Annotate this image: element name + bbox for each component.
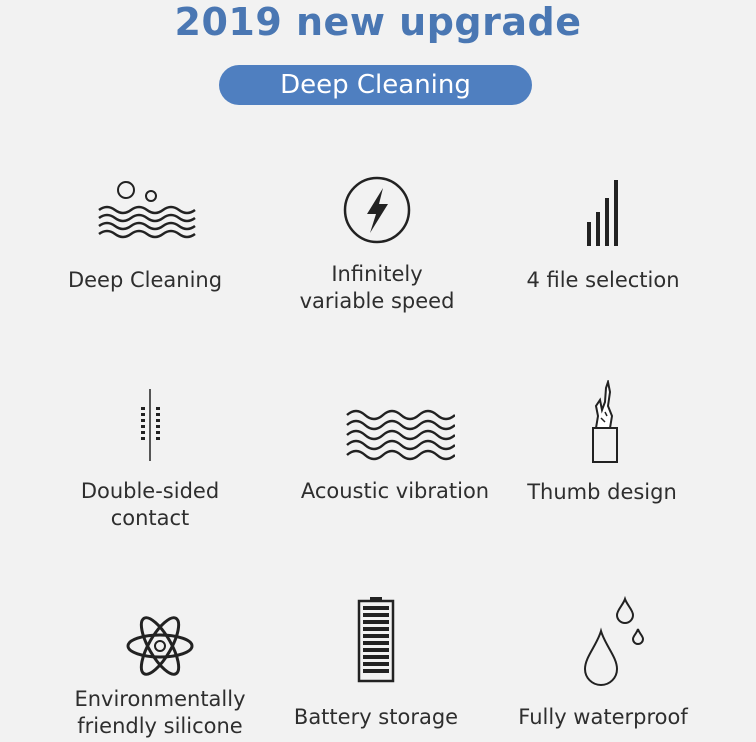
- battery-icon: [261, 595, 491, 685]
- signal-bars-icon: [488, 170, 718, 250]
- feature-label-line2: contact: [110, 506, 190, 530]
- thumb-icon: [487, 380, 717, 460]
- feature-eco-silicone: [45, 600, 275, 742]
- feature-label-line1: Environmentally: [74, 687, 246, 711]
- feature-deep-cleaning: [30, 170, 260, 310]
- feature-variable-speed: [262, 170, 492, 320]
- feature-file-selection: [488, 170, 718, 310]
- feature-acoustic-vibration: [280, 395, 510, 515]
- deep-cleaning-badge: Deep Cleaning: [219, 65, 532, 105]
- double-sided-brush-icon: [35, 385, 265, 465]
- feature-label-line1: Fully waterproof: [518, 705, 688, 729]
- feature-label-line1: Double-sided: [80, 479, 220, 503]
- page-title: 2019 new upgrade: [174, 0, 582, 44]
- feature-label-line1: Thumb design: [527, 480, 677, 504]
- feature-battery-storage: [261, 595, 491, 735]
- feature-label-line1: 4 file selection: [526, 268, 680, 292]
- feature-thumb-design: [487, 380, 717, 510]
- feature-label-line2: variable speed: [299, 289, 455, 313]
- waves-icon: [280, 395, 510, 475]
- feature-label-line1: Deep Cleaning: [67, 268, 223, 292]
- feature-label-line1: Acoustic vibration: [300, 479, 490, 503]
- water-drops-icon: [488, 595, 718, 690]
- lightning-icon: [262, 170, 492, 250]
- waves-bubbles-icon: [30, 170, 260, 250]
- feature-label-line2: friendly silicone: [77, 714, 243, 738]
- feature-waterproof: [488, 595, 718, 735]
- feature-label-line1: Battery storage: [293, 705, 459, 729]
- atom-icon: [45, 600, 275, 680]
- feature-label-line1: Infinitely: [331, 262, 423, 286]
- feature-double-sided: [35, 385, 265, 535]
